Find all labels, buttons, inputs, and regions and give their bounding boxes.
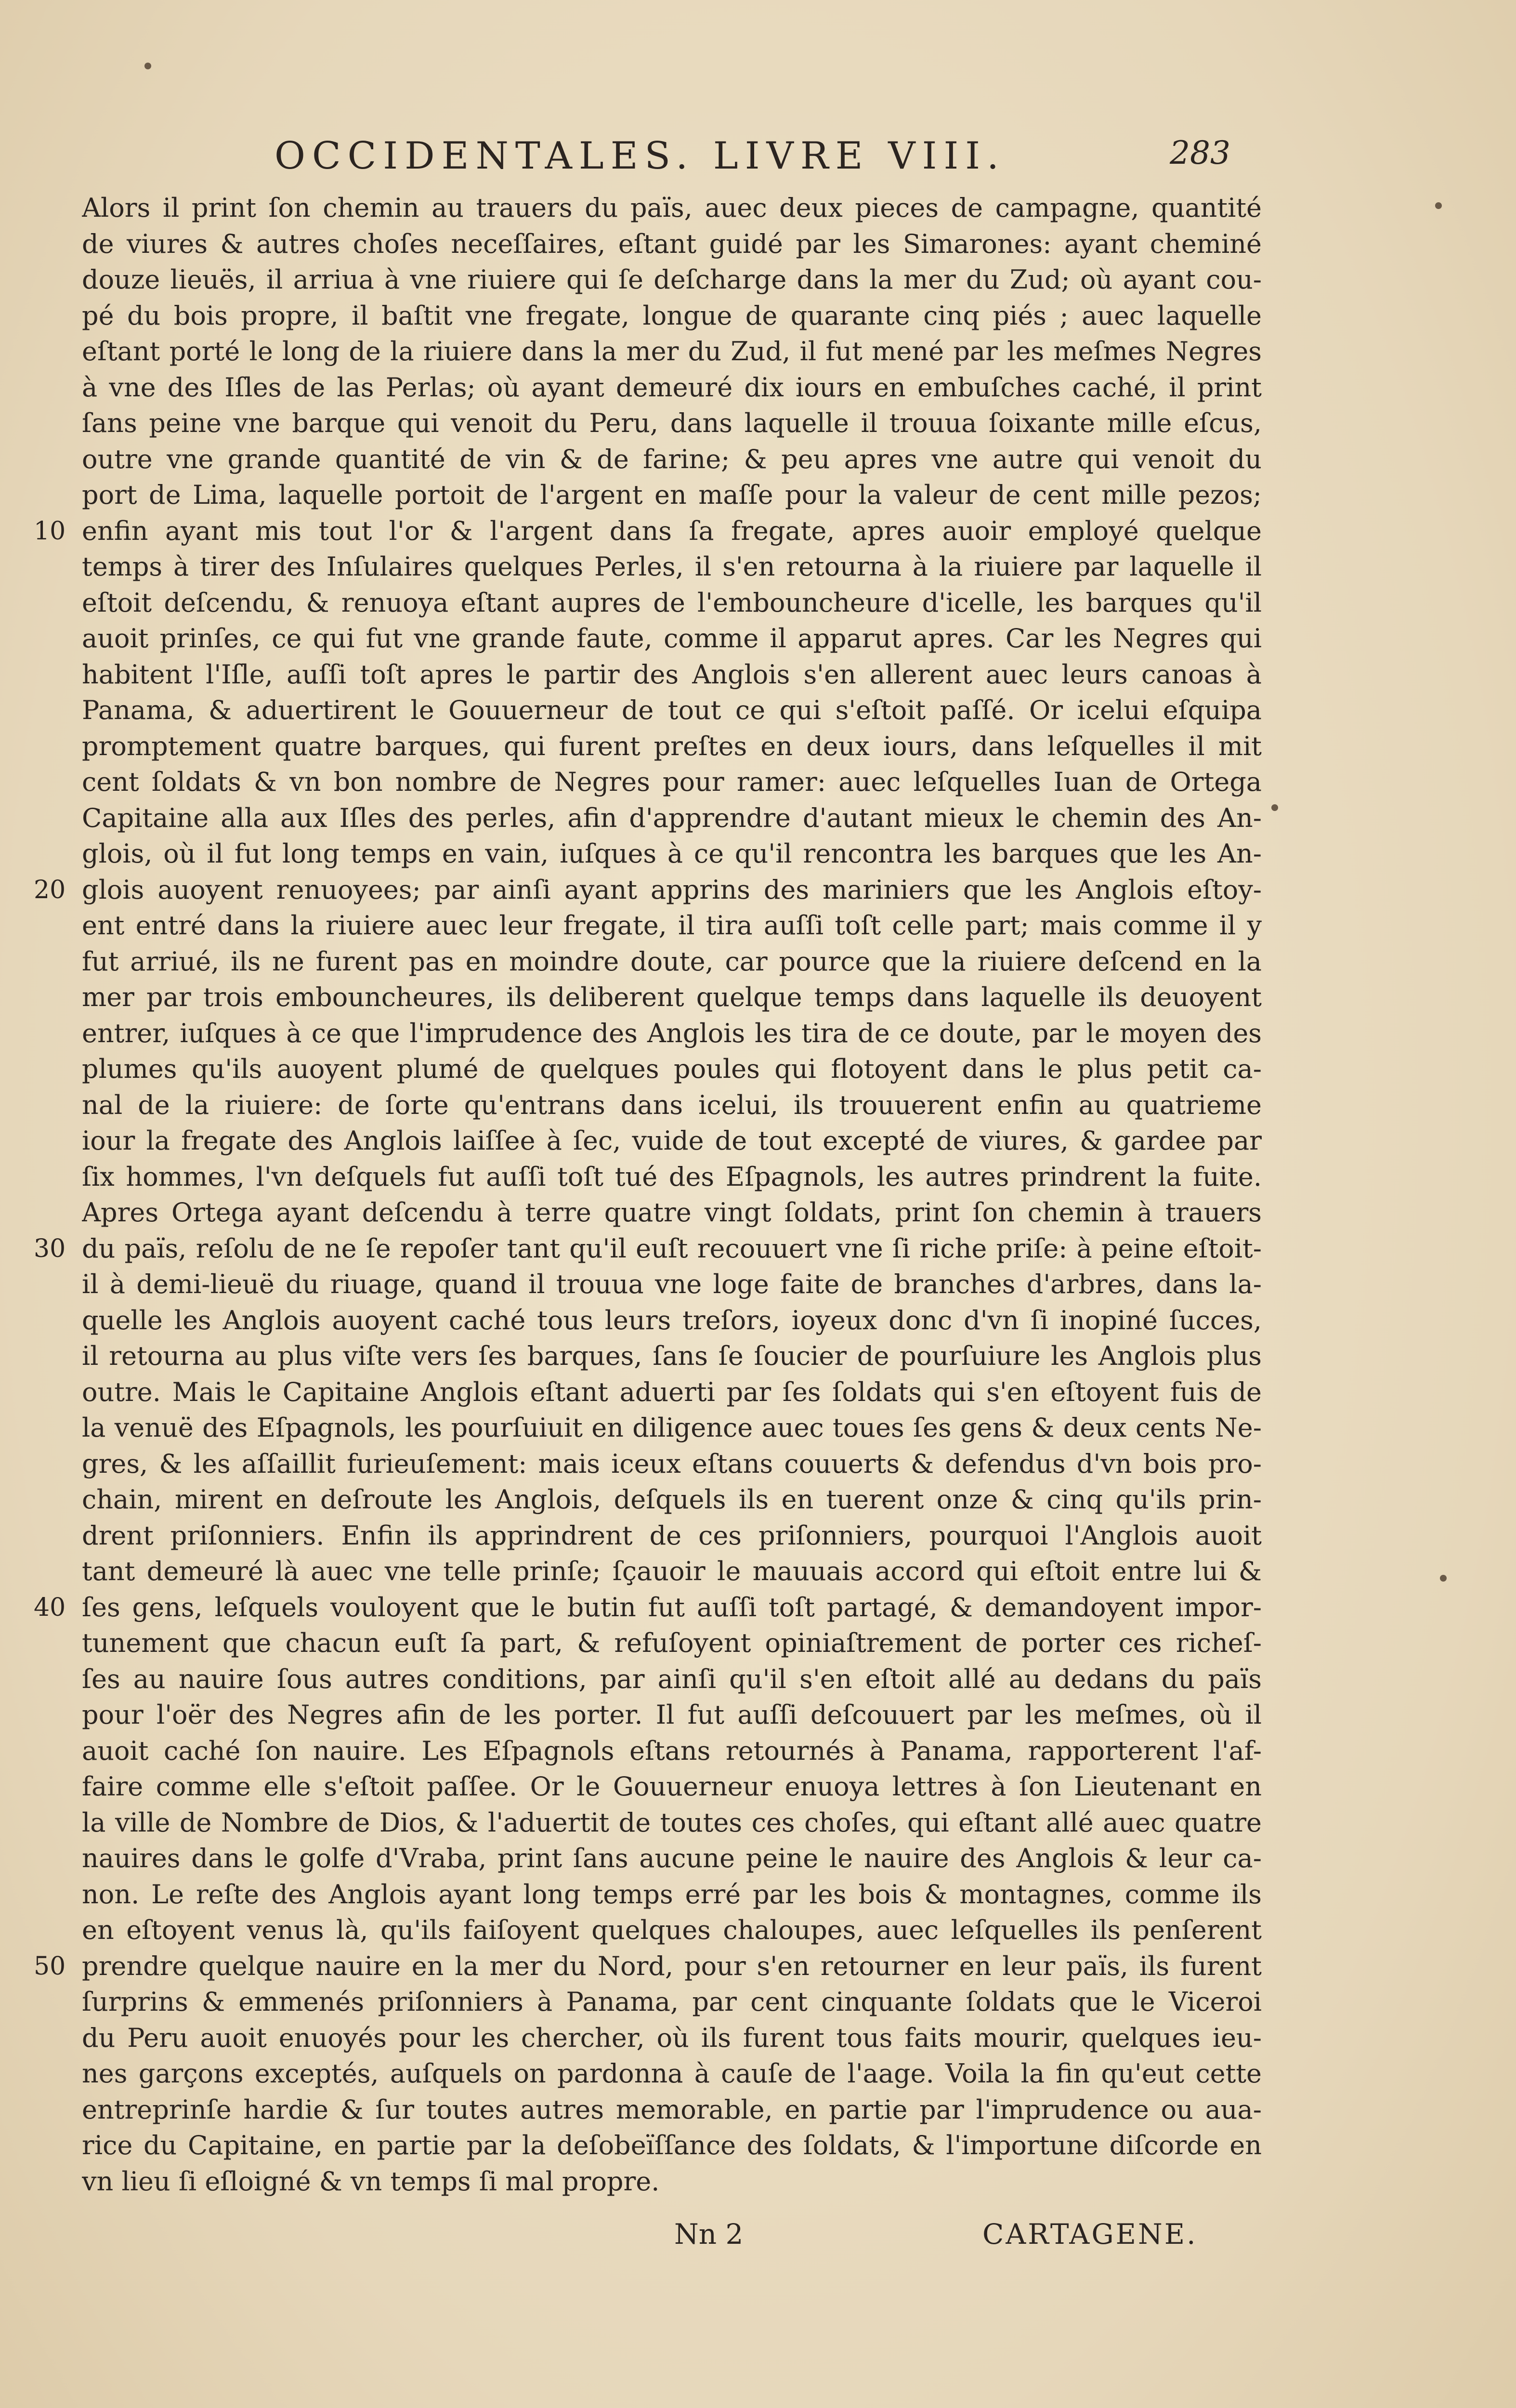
ink-speck bbox=[1271, 804, 1278, 811]
text-line: auoit caché ſon nauire. Les Eſpagnols eſtans retournés à Panama, rapporterent l'af- bbox=[82, 1735, 1262, 1766]
text-line: habitent l'Iſle, auſſi toſt apres le partir des Anglois s'en allerent auec leurs canoas à bbox=[82, 659, 1262, 690]
text-line: ſes gens, leſquels vouloyent que le butin fut auſſi toſt partagé, & demandoyent impor- bbox=[82, 1592, 1262, 1623]
text-line: drent priſonniers. Enfin ils apprindrent de ces priſonniers, pourquoi l'Anglois auoit bbox=[82, 1520, 1262, 1551]
text-line: glois, où il fut long temps en vain, iuſques à ce qu'il rencontra les barques que les An- bbox=[82, 838, 1262, 869]
text-line: entrer, iuſques à ce que l'imprudence des Anglois les tira de ce doute, par le moyen des bbox=[82, 1018, 1262, 1048]
text-line: ſes au nauire ſous autres conditions, par ainſi qu'il s'en eſtoit allé au dedans du païs bbox=[82, 1663, 1262, 1694]
text-line: entreprinſe hardie & ſur toutes autres memorable, en partie par l'imprudence ou aua- bbox=[82, 2094, 1262, 2125]
text-line: douze lieuës, il arriua à vne riuiere qui ſe deſcharge dans la mer du Zud; où ayant cou- bbox=[82, 264, 1262, 295]
text-line: faire comme elle s'eſtoit paſſee. Or le Gouuerneur enuoya lettres à ſon Lieutenant en bbox=[82, 1771, 1262, 1802]
text-line: Panama, & aduertirent le Gouuerneur de tout ce qui s'eſtoit paſſé. Or icelui eſquipa bbox=[82, 695, 1262, 725]
ink-speck bbox=[144, 63, 151, 69]
text-line: temps à tirer des Inſulaires quelques Perles, il s'en retourna à la riuiere par laquelle il bbox=[82, 551, 1262, 582]
text-line: plumes qu'ils auoyent plumé de quelques poules qui flotoyent dans le plus petit ca- bbox=[82, 1054, 1262, 1084]
text-line: Capitaine alla aux Iſles des perles, afin d'apprendre d'autant mieux le chemin des An- bbox=[82, 802, 1262, 833]
text-line: nes garçons exceptés, auſquels on pardonna à cauſe de l'aage. Voila la fin qu'eut cette bbox=[82, 2058, 1262, 2089]
text-line: à vne des Iſles de las Perlas; où ayant demeuré dix iours en embuſches caché, il print bbox=[82, 372, 1262, 403]
running-header: OCCIDENTALES. LIVRE VIII. bbox=[274, 134, 1006, 178]
text-line: ent entré dans la riuiere auec leur fregate, il tira auſſi toſt celle part; mais comme il y bbox=[82, 910, 1262, 941]
text-line: tant demeuré là auec vne telle prinſe; ſçauoir le mauuais accord qui eſtoit entre lui & bbox=[82, 1556, 1262, 1586]
text-line: iour la fregate des Anglois laiſſee à ſec, vuide de tout excepté de viures, & gardee par bbox=[82, 1125, 1262, 1156]
text-line: Alors il print ſon chemin au trauers du païs, auec deux pieces de campagne, quantité bbox=[82, 193, 1262, 223]
margin-line-number: 50 bbox=[34, 1951, 66, 1981]
text-line: la venuë des Eſpagnols, les pourſuiuit en diligence auec toues ſes gens & deux cents Ne- bbox=[82, 1413, 1262, 1443]
text-line: ſurprins & emmenés priſonniers à Panama, par cent cinquante ſoldats que le Viceroi bbox=[82, 1987, 1262, 2017]
catchword: CARTAGENE. bbox=[982, 2218, 1198, 2251]
text-line: outre vne grande quantité de vin & de farine; & peu apres vne autre qui venoit du bbox=[82, 444, 1262, 474]
text-line: auoit prinſes, ce qui fut vne grande faute, comme il apparut apres. Car les Negres qui bbox=[82, 623, 1262, 654]
margin-line-number: 20 bbox=[34, 875, 66, 904]
text-line: pour l'oër des Negres afin de les porter. Il fut auſſi deſcouuert par les meſmes, où il bbox=[82, 1700, 1262, 1730]
body-text bbox=[82, 190, 1262, 2199]
text-line: de viures & autres choſes neceſſaires, eſtant guidé par les Simarones: ayant cheminé bbox=[82, 228, 1262, 259]
text-line: vn lieu ſi eſloigné & vn temps ſi mal propre. bbox=[82, 2166, 660, 2197]
text-line: ſix hommes, l'vn deſquels fut auſſi toſt tué des Eſpagnols, les autres prindrent la fuite. bbox=[82, 1161, 1262, 1192]
text-line: pé du bois propre, il baſtit vne fregate, longue de quarante cinq piés ; auec laquelle bbox=[82, 300, 1262, 331]
text-line: gres, & les aſſaillit furieuſement: mais iceux eſtans couuerts & defendus d'vn bois pro- bbox=[82, 1448, 1262, 1479]
text-line: nal de la riuiere: de ſorte qu'entrans dans icelui, ils trouuerent enfin au quatrieme bbox=[82, 1089, 1262, 1120]
signature-mark: Nn 2 bbox=[674, 2218, 744, 2251]
text-line: quelle les Anglois auoyent caché tous leurs treſors, ioyeux donc d'vn ſi inopiné ſucces, bbox=[82, 1305, 1262, 1335]
text-line: fut arriué, ils ne furent pas en moindre doute, car pource que la riuiere deſcend en la bbox=[82, 946, 1262, 977]
text-line: non. Le reſte des Anglois ayant long temps erré par les bois & montagnes, comme ils bbox=[82, 1879, 1262, 1910]
text-line: glois auoyent renuoyees; par ainſi ayant apprins des mariniers que les Anglois eſtoy- bbox=[82, 874, 1262, 905]
text-line: mer par trois embouncheures, ils deliberent quelque temps dans laquelle ils deuoyent bbox=[82, 982, 1262, 1012]
text-line: eſtant porté le long de la riuiere dans la mer du Zud, il fut mené par les meſmes Negres bbox=[82, 336, 1262, 366]
margin-line-number: 40 bbox=[34, 1593, 66, 1622]
ink-speck bbox=[1435, 202, 1442, 209]
text-line: tunement que chacun euſt ſa part, & refuſoyent opiniaſtrement de porter ces richeſ- bbox=[82, 1628, 1262, 1658]
text-line: en eſtoyent venus là, qu'ils faiſoyent quelques chaloupes, auec leſquelles ils penſerent bbox=[82, 1915, 1262, 1945]
page-number: 283 bbox=[1170, 134, 1230, 171]
text-line: promptement quatre barques, qui furent preſtes en deux iours, dans leſquelles il mit bbox=[82, 731, 1262, 761]
text-line: port de Lima, laquelle portoit de l'argent en maſſe pour la valeur de cent mille pezos; bbox=[82, 480, 1262, 510]
text-line: il retourna au plus viſte vers ſes barques, ſans ſe ſoucier de pourſuiure les Anglois plus bbox=[82, 1341, 1262, 1371]
text-line: eſtoit deſcendu, & renuoya eſtant aupres de l'embouncheure d'icelle, les barques qu'il bbox=[82, 587, 1262, 618]
text-line: enfin ayant mis tout l'or & l'argent dans ſa fregate, apres auoir employé quelque bbox=[82, 515, 1262, 546]
text-line: Apres Ortega ayant deſcendu à terre quatre vingt ſoldats, print ſon chemin à trauers bbox=[82, 1197, 1262, 1228]
text-line: ſans peine vne barque qui venoit du Peru, dans laquelle il trouua ſoixante mille eſcus, bbox=[82, 408, 1262, 438]
text-line: il à demi-lieuë du riuage, quand il trouua vne loge faite de branches d'arbres, dans la- bbox=[82, 1269, 1262, 1299]
text-line: chain, mirent en deſroute les Anglois, deſquels ils en tuerent onze & cinq qu'ils prin- bbox=[82, 1484, 1262, 1515]
margin-line-number: 30 bbox=[34, 1234, 66, 1263]
text-line: rice du Capitaine, en partie par la deſobeïſſance des ſoldats, & l'importune diſcorde en bbox=[82, 2130, 1262, 2160]
text-line: cent ſoldats & vn bon nombre de Negres pour ramer: auec leſquelles Iuan de Ortega bbox=[82, 767, 1262, 797]
ink-speck bbox=[1440, 1575, 1447, 1582]
margin-line-number: 10 bbox=[34, 516, 66, 546]
text-line: du païs, reſolu de ne ſe repoſer tant qu'il euſt recouuert vne ſi riche priſe: à peine eſtoit- bbox=[82, 1233, 1262, 1264]
text-line: nauires dans le golfe d'Vraba, print ſans aucune peine le nauire des Anglois & leur ca- bbox=[82, 1843, 1262, 1873]
text-line: outre. Mais le Capitaine Anglois eſtant aduerti par ſes ſoldats qui s'en eſtoyent fuis de bbox=[82, 1376, 1262, 1407]
text-line: du Peru auoit enuoyés pour les chercher, où ils furent tous faits mourir, quelques ieu- bbox=[82, 2022, 1262, 2053]
text-line: la ville de Nombre de Dios, & l'aduertit de toutes ces choſes, qui eſtant allé auec quatre bbox=[82, 1807, 1262, 1838]
text-line: prendre quelque nauire en la mer du Nord, pour s'en retourner en leur païs, ils furent bbox=[82, 1950, 1262, 1981]
